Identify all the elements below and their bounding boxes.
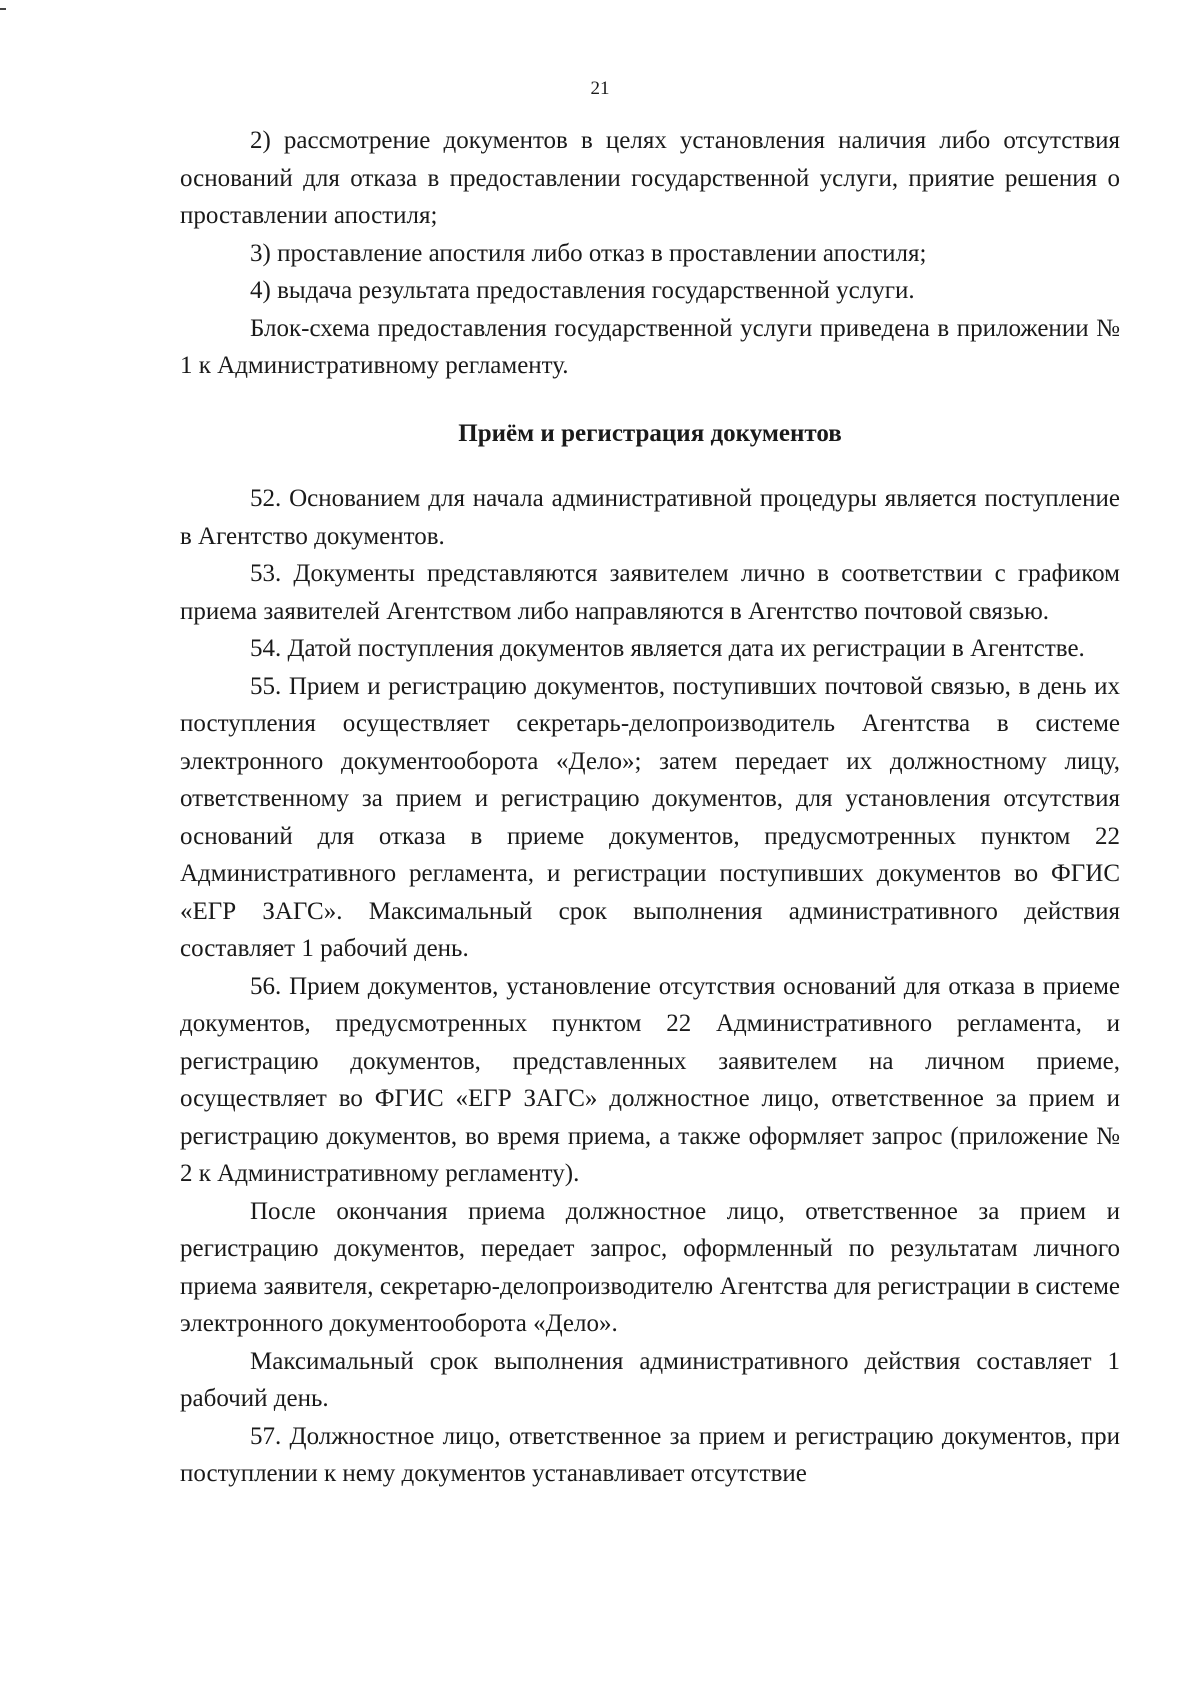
- paragraph-56: 56. Прием документов, установление отсутствия оснований для отказа в приеме документов, предусмотренных пунктом 22 Административного регламента, и регистрацию документов, представленных заявителем на личном приеме, осуществляет во ФГИС «ЕГР ЗАГС» должностное лицо, ответственное за прием и регистрацию документов, во время приема, а также оформляет запрос (приложение № 2 к Административному регламенту).: [180, 972, 1120, 1187]
- paragraph-step-4: 4) выдача результата предоставления государственной услуги.: [250, 277, 915, 304]
- paragraph-max-term: Максимальный срок выполнения административного действия составляет 1 рабочий день.: [180, 1347, 1120, 1412]
- paragraph-52: 52. Основанием для начала административной процедуры является поступление в Агентство документов.: [180, 485, 1120, 550]
- page-body: [180, 122, 1120, 1493]
- paragraph-step-3: 3) проставление апостиля либо отказ в проставлении апостиля;: [250, 239, 927, 267]
- paragraph-54: 54. Датой поступления документов является дата их регистрации в Агентстве.: [250, 635, 1085, 662]
- paragraph-57: 57. Должностное лицо, ответственное за прием и регистрацию документов, при поступлении к нему документов устанавливает отсутствие: [180, 1422, 1120, 1487]
- paragraph-53: 53. Документы представляются заявителем лично в соответствии с графиком приема заявителей Агентством либо направляются в Агентство почтовой связью.: [180, 560, 1120, 625]
- paragraph-after-reception: После окончания приема должностное лицо, ответственное за прием и регистрацию документов, передает запрос, оформленный по результатам личного приема заявителя, секретарю-делопроизводителю Агентства для регистрации в системе электронного документооборота «Дело».: [180, 1197, 1120, 1337]
- section-heading: Приём и регистрация документов: [458, 419, 842, 447]
- scan-edge-mark: [0, 8, 6, 10]
- paragraph-55: 55. Прием и регистрацию документов, поступивших почтовой связью, в день их поступления осуществляет секретарь-делопроизводитель Агентства в системе электронного документооборота «Дело»; затем передает их должностному лицу, ответственному за прием и регистрацию документов, для установления отсутствия оснований для отказа в приеме документов, предусмотренных пунктом 22 Административного регламента, и регистрации поступивших документов во ФГИС «ЕГР ЗАГС». Максимальный срок выполнения административного действия составляет 1 рабочий день.: [180, 672, 1120, 962]
- page-number: 21: [590, 78, 610, 99]
- paragraph-block-scheme: Блок-схема предоставления государственной услуги приведена в приложении № 1 к Административному регламенту.: [180, 314, 1120, 379]
- paragraph-step-2: 2) рассмотрение документов в целях установления наличия либо отсутствия оснований для отказа в предоставлении государственной услуги, приятие решения о проставлении апостиля;: [180, 127, 1120, 229]
